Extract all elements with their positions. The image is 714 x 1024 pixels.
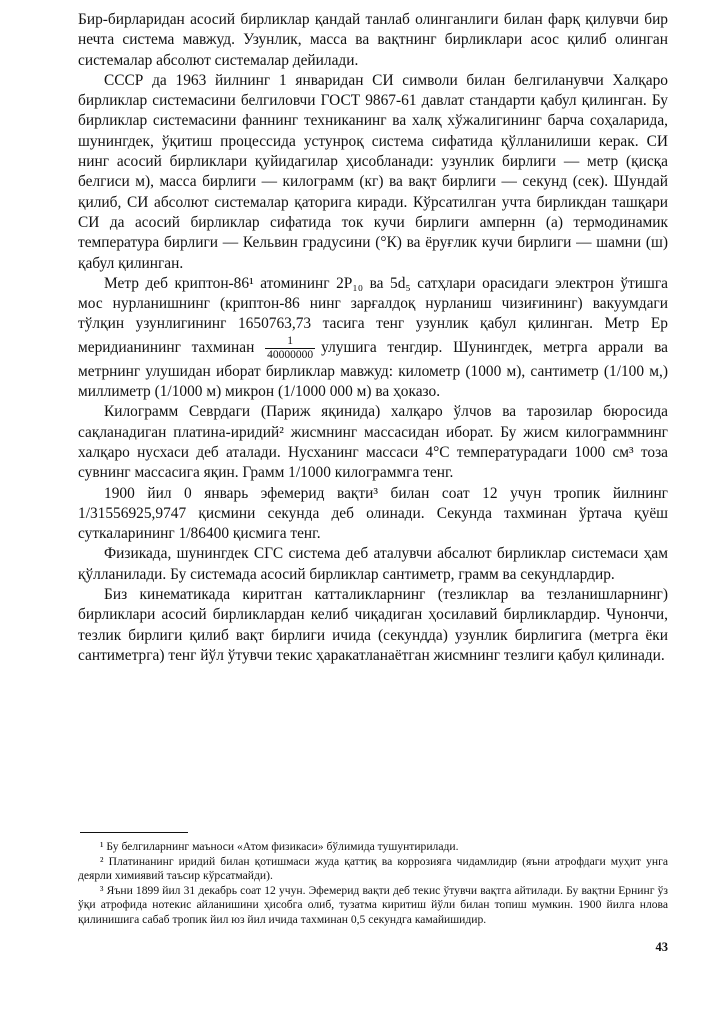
paragraph-cgs-system: Физикада, шунингдек СГС система деб аталувчи абсалют бирликлар системаси ҳам қўлланилади. Бу системада асосий бирликлар сантиметр, грамм ва секундлардир.: [78, 545, 668, 583]
paragraph-si-system: СССР да 1963 йилнинг 1 январидан СИ символи билан белгиланувчи Халқаро бирликлар системасини белгиловчи ГОСТ 9867-61 давлат стандарти қабул қилинган. Бу бирликлар системасини фаннинг техниканинг ва халқ хўжалигининг барча соҳаларида, шунингдек, ўқитиш процессида устунроқ система сифатида қўлланилиши керак. СИ нинг асосий бирликлари қуйидагилар ҳисобланади: узунлик бирлиги — метр (қисқа белгиси м), масса бирлиги — килограмм (кг) ва вақт бирлиги — секунд (сек). Шундай қилиб, СИ абсолют системалар қаторига киради. Кўрсатилган учта бирликдан ташқари СИ да асосий бирликлар сифатида ток кучи бирлиги ампернн (а) термодинамик температура бирлиги — Кельвин градусини (°К) ва ёруғлик кучи бирлиги — шамни (ш) қабул қилинган.: [78, 71, 668, 272]
footnote-divider: [80, 832, 188, 833]
footnote-2: ² Платинанинг иридий билан қотишмаси жуда қаттиқ ва коррозияга чидамлидир (яъни атрофдаги муҳит унга деярли химиявий таъсир кўрсатмайди).: [78, 854, 668, 883]
footnote-3: ³ Яъни 1899 йил 31 декабрь соат 12 учун. Эфемерид вақти деб текис ўтувчи вақтга айтилади. Бу вақтни Ернинг ўз ўқи атрофида нотекис айланишини ҳисобга олиб, тузатма киритиш йўли билан топиш мумкин. 1900 йилга нлова қилинишига сабаб тропик йил юз йил ичида тахминан 0,5 секундга камайишидир.: [78, 883, 668, 926]
page-number: 43: [655, 940, 668, 954]
meridian-fraction: [265, 335, 315, 362]
main-text: [78, 10, 668, 666]
fraction-numerator: 1: [265, 335, 315, 349]
footnotes: [78, 840, 668, 928]
paragraph-derived-units: Биз кинематикада киритган катталикларнинг (тезликлар ва тезланишларнинг) бирликлари асосий бирликлардан келиб чиқадиган ҳосилавий бирликлардир. Чунончи, тезлик бирлиги қилиб вақт бирлиги ичида (секундда) узунлик бирлигига (метрга ёки сантиметрга) тенг йўл ўтувчи текис ҳаракатланаётган жисмнинг тезлиги қабул қилинади.: [78, 586, 668, 664]
footnote-1: ¹ Бу белгиларнинг маъноси «Атом физикаси» бўлимида тушунтирилади.: [100, 840, 459, 853]
metre-text-end: улушига тенгдир. Шунингдек, метрга аррали ва метрнинг улушидан иборат бирликлар мавжуд: километр (1000 м), сантиметр (1/100 м,) миллиметр (1/1000 м) микрон (1/1000 000 м) ва ҳоказо.: [78, 338, 668, 401]
paragraph-second: 1900 йил 0 январь эфемерид вақти³ билан соат 12 учун тропик йилнинг 1/31556925,9747 қисмини секунда деб олинади. Секунда тахминан ўртача қуёш суткаларининг 1/86400 қисмига тенг.: [78, 484, 668, 543]
paragraph-kilogram: Килограмм Севрдаги (Париж яқинида) халқаро ўлчов ва тарозилар бюросида сақланадиган платина-иридий² жисмнинг массасидан иборат. Бу жисм килограммнинг халқаро нусхаси деб аталади. Нусханинг массаси 4°С температурадаги 1000 см³ тоза сувнинг массасига яқин. Грамм 1/1000 килограммга тенг.: [78, 403, 668, 482]
paragraph-absolute-systems: Бир-бирларидан асосий бирликлар қандай танлаб олинганлиги билан фарқ қилувчи бир нечта система мавжуд. Узунлик, масса ва вақтнинг бирликлари асос қилиб олинган системалар абсолют системалар дейилади.: [78, 11, 668, 69]
fraction-denominator: 40000000: [267, 348, 314, 361]
paragraph-metre-definition: [78, 274, 668, 402]
metre-text-start: Метр деб криптон-86¹ атомининг 2P₁₀ ва 5d₅ сатҳлари орасидаги электрон ўтишга мос нурланишнинг (криптон-86 нинг зарғалдоқ нурланиш чизиғининг) вакуумдаги тўлқин узунлигининг 1650763,73 тасига тенг узунлик қабул қилинган. Метр Ер меридианининг тахминан: [78, 274, 668, 356]
